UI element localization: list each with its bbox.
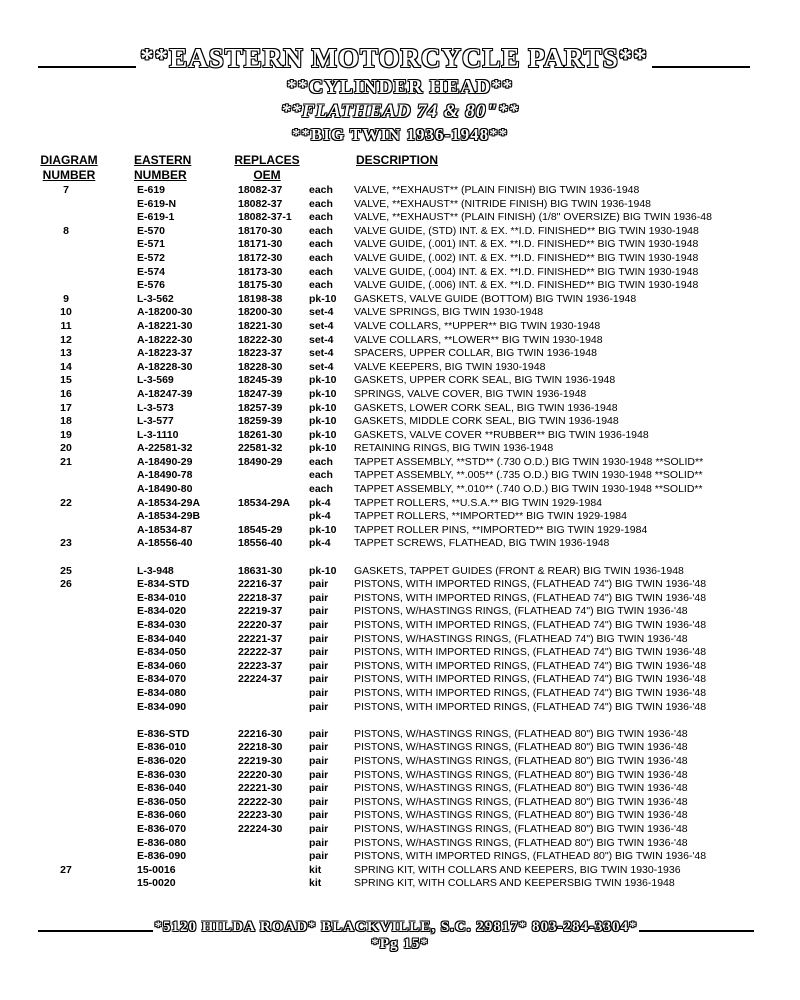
oem-number: 22221-37 (238, 632, 283, 645)
description: TAPPET ASSEMBLY, **.010** (.740 O.D.) BIG TWIN 1930-1948 **SOLID** (354, 483, 703, 496)
oem-number: 18082-37 (238, 184, 283, 196)
table-row (0, 510, 800, 524)
diagram-number: 19 (60, 428, 72, 441)
description: VALVE GUIDE, (.004) INT. & EX. **I.D. FINISHED** BIG TWIN 1930-1948 (354, 265, 699, 278)
table-row (0, 266, 800, 280)
eastern-number: A-18228-30 (137, 360, 193, 373)
oem-number: 18556-40 (238, 537, 283, 550)
table-row (0, 660, 800, 674)
unit: pair (309, 632, 329, 645)
eastern-number: A-18556-40 (137, 537, 193, 550)
eastern-number: A-18534-87 (137, 523, 193, 536)
description: PISTONS, WITH IMPORTED RINGS, (FLATHEAD 74") BIG TWIN 1936-'48 (354, 659, 707, 672)
col-header-diagram-line2: NUMBER (42, 168, 96, 182)
eastern-number: E-836-090 (137, 850, 187, 863)
unit: pair (309, 836, 329, 849)
description: VALVE, **EXHAUST** (NITRIDE FINISH) BIG TWIN 1936-1948 (354, 197, 651, 210)
eastern-number: E-836-010 (137, 741, 187, 754)
eastern-number: A-18222-30 (137, 333, 193, 346)
table-row (0, 442, 800, 456)
oem-number: 18200-30 (238, 306, 283, 319)
description: PISTONS, W/HASTINGS RINGS, (FLATHEAD 80") BIG TWIN 1936-'48 (354, 822, 688, 835)
unit: kit (309, 863, 322, 876)
table-row (0, 850, 800, 864)
eastern-number: A-18534-29B (137, 510, 201, 523)
table-row (0, 334, 800, 348)
oem-number: 22219-30 (238, 754, 283, 767)
unit: each (309, 184, 333, 196)
unit: pair (309, 809, 329, 822)
footer-row (38, 912, 754, 936)
table-row (0, 551, 800, 565)
oem-number: 18221-30 (238, 319, 283, 332)
unit: pair (309, 795, 329, 808)
eastern-number: E-834-060 (137, 659, 187, 672)
oem-number: 22218-37 (238, 591, 283, 604)
unit: each (309, 469, 333, 482)
table-row (0, 198, 800, 212)
unit: each (309, 279, 333, 292)
col-header-eastern-line2: NUMBER (134, 168, 187, 182)
table-row (0, 347, 800, 361)
table-row (0, 361, 800, 375)
table-row (0, 809, 800, 823)
col-header-replaces (232, 153, 302, 183)
eastern-number: E-834-090 (137, 700, 187, 713)
table-row (0, 741, 800, 755)
description: SPACERS, UPPER COLLAR, BIG TWIN 1936-1948 (354, 347, 597, 360)
unit: pk-10 (309, 523, 337, 536)
eastern-number: E-619-N (137, 197, 177, 210)
description: VALVE, **EXHAUST** (PLAIN FINISH) (1/8" OVERSIZE) BIG TWIN 1936-48 (354, 211, 712, 224)
oem-number: 18175-30 (238, 279, 283, 292)
table-row (0, 483, 800, 497)
unit: set-4 (309, 347, 334, 360)
eastern-number: E-836-040 (137, 782, 187, 795)
description: SPRING KIT, WITH COLLARS AND KEEPERS, BIG TWIN 1930-1936 (354, 863, 681, 876)
description: GASKETS, MIDDLE CORK SEAL, BIG TWIN 1936-1948 (354, 415, 619, 428)
unit: pk-4 (309, 510, 331, 523)
diagram-number: 12 (60, 333, 72, 346)
oem-number: 18222-30 (238, 333, 283, 346)
eastern-number: E-836-080 (137, 836, 187, 849)
table-row (0, 374, 800, 388)
description: PISTONS, W/HASTINGS RINGS, (FLATHEAD 80") BIG TWIN 1936-'48 (354, 836, 688, 849)
diagram-number: 23 (60, 537, 72, 550)
subtitle-cylinder-head: **CYLINDER HEAD** (286, 76, 514, 98)
unit: pair (309, 646, 329, 659)
oem-number: 18545-29 (238, 523, 283, 536)
diagram-number: 8 (63, 224, 69, 237)
unit: pk-10 (309, 292, 337, 305)
description: PISTONS, WITH IMPORTED RINGS, (FLATHEAD 74") BIG TWIN 1936-'48 (354, 591, 707, 604)
unit: pair (309, 686, 329, 699)
oem-number: 18245-39 (238, 374, 283, 387)
unit: each (309, 251, 333, 264)
description: GASKETS, VALVE COVER **RUBBER** BIG TWIN 1936-1948 (354, 428, 649, 441)
diagram-number: 27 (60, 863, 72, 876)
description: SPRINGS, VALVE COVER, BIG TWIN 1936-1948 (354, 387, 587, 400)
eastern-number: E-836-060 (137, 809, 187, 822)
oem-number: 18228-30 (238, 360, 283, 373)
description: PISTONS, WITH IMPORTED RINGS, (FLATHEAD 74") BIG TWIN 1936-'48 (354, 578, 707, 591)
table-row (0, 293, 800, 307)
oem-number: 22223-30 (238, 809, 283, 822)
eastern-number: L-3-562 (137, 292, 174, 305)
diagram-number: 10 (60, 306, 72, 319)
eastern-number: A-18247-39 (137, 387, 193, 400)
oem-number: 18198-38 (238, 292, 283, 305)
oem-number: 18259-39 (238, 415, 283, 428)
col-header-eastern (134, 153, 191, 183)
table-row (0, 211, 800, 225)
oem-number: 18631-30 (238, 564, 283, 577)
oem-number: 18082-37 (238, 197, 283, 210)
diagram-number: 18 (60, 415, 72, 428)
oem-number: 22224-37 (238, 673, 283, 686)
table-row (0, 497, 800, 511)
table-row (0, 605, 800, 619)
description: GASKETS, VALVE GUIDE (BOTTOM) BIG TWIN 1936-1948 (354, 292, 637, 305)
eastern-number: L-3-1110 (137, 428, 179, 441)
col-header-description-line1: DESCRIPTION (356, 153, 439, 167)
diagram-number: 7 (63, 184, 69, 196)
unit: pair (309, 605, 329, 618)
diagram-number: 22 (60, 496, 72, 509)
table-row (0, 238, 800, 252)
eastern-number: E-619 (137, 184, 166, 196)
subtitle-big-twin: **BIG TWIN 1936-1948** (291, 125, 509, 144)
unit: pk-10 (309, 442, 337, 455)
unit: pk-10 (309, 401, 337, 414)
eastern-number: L-3-948 (137, 564, 174, 577)
subtitle-flathead: **FLATHEAD 74 & 80"** (281, 101, 519, 122)
unit: pk-10 (309, 387, 337, 400)
description: PISTONS, W/HASTINGS RINGS, (FLATHEAD 80") BIG TWIN 1936-'48 (354, 768, 688, 781)
eastern-number: E-836-030 (137, 768, 187, 781)
diagram-number: 9 (63, 292, 69, 305)
eastern-number: E-834-050 (137, 646, 187, 659)
unit: set-4 (309, 360, 334, 373)
oem-number: 22223-37 (238, 659, 283, 672)
eastern-number: E-834-STD (137, 578, 190, 591)
table-row (0, 864, 800, 878)
col-header-diagram-line1: DIAGRAM (40, 153, 98, 167)
eastern-number: E-836-070 (137, 822, 187, 835)
eastern-number: E-836-020 (137, 754, 187, 767)
unit: pk-4 (309, 537, 331, 550)
table-row (0, 279, 800, 293)
unit: each (309, 224, 333, 237)
diagram-number: 16 (60, 387, 72, 400)
footer-rule-left (38, 930, 153, 932)
unit: pk-4 (309, 496, 331, 509)
oem-number: 18223-37 (238, 347, 283, 360)
unit: pair (309, 850, 329, 863)
unit: set-4 (309, 319, 334, 332)
unit: pk-10 (309, 415, 337, 428)
description: VALVE COLLARS, **LOWER** BIG TWIN 1930-1948 (354, 333, 603, 346)
description: TAPPET SCREWS, FLATHEAD, BIG TWIN 1936-1948 (354, 537, 610, 550)
description: GASKETS, LOWER CORK SEAL, BIG TWIN 1936-1948 (354, 401, 618, 414)
description: PISTONS, W/HASTINGS RINGS, (FLATHEAD 80") BIG TWIN 1936-'48 (354, 795, 688, 808)
eastern-number: E-836-STD (137, 727, 190, 740)
table-row (0, 877, 800, 891)
description: PISTONS, WITH IMPORTED RINGS, (FLATHEAD 74") BIG TWIN 1936-'48 (354, 686, 707, 699)
oem-number: 22220-30 (238, 768, 283, 781)
table-row (0, 755, 800, 769)
description: GASKETS, TAPPET GUIDES (FRONT & REAR) BIG TWIN 1936-1948 (354, 564, 684, 577)
description: VALVE KEEPERS, BIG TWIN 1930-1948 (354, 360, 546, 373)
unit: pair (309, 741, 329, 754)
unit: pair (309, 659, 329, 672)
table-row (0, 225, 800, 239)
oem-number: 22222-37 (238, 646, 283, 659)
oem-number: 22581-32 (238, 442, 283, 455)
description: PISTONS, WITH IMPORTED RINGS, (FLATHEAD 74") BIG TWIN 1936-'48 (354, 646, 707, 659)
oem-number: 18082-37-1 (238, 211, 292, 224)
oem-number: 22216-37 (238, 578, 283, 591)
table-row (0, 402, 800, 416)
unit: pair (309, 619, 329, 631)
eastern-number: E-834-020 (137, 605, 187, 618)
eastern-number: E-574 (137, 265, 166, 278)
table-row (0, 701, 800, 715)
unit: pair (309, 822, 329, 835)
diagram-number: 26 (60, 578, 72, 591)
oem-number: 18172-30 (238, 251, 283, 264)
oem-number: 18247-39 (238, 387, 283, 400)
table-row (0, 728, 800, 742)
oem-number: 22216-30 (238, 727, 283, 740)
table-row (0, 714, 800, 728)
oem-number: 22220-37 (238, 619, 283, 631)
table-row (0, 184, 800, 198)
unit: each (309, 238, 333, 251)
table-row (0, 524, 800, 538)
eastern-number: E-570 (137, 224, 166, 237)
page-title: **EASTERN MOTORCYCLE PARTS** (140, 43, 648, 73)
diagram-number: 14 (60, 360, 72, 373)
eastern-number: A-18490-78 (137, 469, 193, 482)
table-row (0, 252, 800, 266)
table-row (0, 565, 800, 579)
description: PISTONS, WITH IMPORTED RINGS, (FLATHEAD 74") BIG TWIN 1936-'48 (354, 673, 707, 686)
eastern-number: A-18490-80 (137, 483, 193, 496)
eastern-number: E-619-1 (137, 211, 175, 224)
eastern-number: A-18223-37 (137, 347, 193, 360)
eastern-number: L-3-569 (137, 374, 174, 387)
description: RETAINING RINGS, BIG TWIN 1936-1948 (354, 442, 554, 455)
description: TAPPET ROLLER PINS, **IMPORTED** BIG TWIN 1929-1984 (354, 523, 648, 536)
table-row (0, 415, 800, 429)
table-row (0, 456, 800, 470)
eastern-number: 15-0020 (137, 877, 176, 890)
oem-number: 18173-30 (238, 265, 283, 278)
unit: pk-10 (309, 374, 337, 387)
title-row (38, 38, 750, 74)
eastern-number: E-834-040 (137, 632, 187, 645)
page-number: *Pg 15* (371, 936, 429, 952)
description: TAPPET ROLLERS, **U.S.A.** BIG TWIN 1929-1984 (354, 496, 603, 509)
unit: pair (309, 727, 329, 740)
table-row (0, 306, 800, 320)
table-row (0, 429, 800, 443)
table-row (0, 578, 800, 592)
description: TAPPET ROLLERS, **IMPORTED** BIG TWIN 1929-1984 (354, 510, 627, 523)
unit: pair (309, 591, 329, 604)
oem-number: 18170-30 (238, 224, 283, 237)
diagram-number: 25 (60, 564, 72, 577)
col-header-eastern-line1: EASTERN (134, 153, 192, 167)
table-row (0, 687, 800, 701)
title-rule-left (38, 66, 136, 68)
footer-rule-right (639, 930, 754, 932)
eastern-number: L-3-573 (137, 401, 174, 414)
oem-number: 22218-30 (238, 741, 283, 754)
unit: pair (309, 754, 329, 767)
oem-number: 22219-37 (238, 605, 283, 618)
eastern-number: E-836-050 (137, 795, 187, 808)
footer-address: *5120 HILDA ROAD* BLACKVILLE, S.C. 29817* 803-284-3304* (154, 919, 638, 935)
eastern-number: E-834-010 (137, 591, 187, 604)
description: VALVE GUIDE, (.002) INT. & EX. **I.D. FINISHED** BIG TWIN 1930-1948 (354, 251, 699, 264)
eastern-number: A-18490-29 (137, 455, 193, 468)
unit: pk-10 (309, 564, 337, 577)
title-rule-right (652, 66, 750, 68)
oem-number: 22222-30 (238, 795, 283, 808)
description: TAPPET ASSEMBLY, **.005** (.735 O.D.) BIG TWIN 1930-1948 **SOLID** (354, 469, 703, 482)
col-header-description (356, 153, 438, 168)
description: TAPPET ASSEMBLY, **STD** (.730 O.D.) BIG TWIN 1930-1948 **SOLID** (354, 455, 704, 468)
description: PISTONS, W/HASTINGS RINGS, (FLATHEAD 80") BIG TWIN 1936-'48 (354, 809, 688, 822)
col-header-diagram (38, 153, 100, 183)
table-row (0, 633, 800, 647)
eastern-number: A-22581-32 (137, 442, 193, 455)
description: VALVE SPRINGS, BIG TWIN 1930-1948 (354, 306, 544, 319)
col-header-replaces-line2: OEM (253, 168, 281, 182)
table-row (0, 823, 800, 837)
table-row (0, 769, 800, 783)
unit: each (309, 197, 333, 210)
diagram-number: 15 (60, 374, 72, 387)
table-row (0, 782, 800, 796)
description: PISTONS, W/HASTINGS RINGS, (FLATHEAD 80") BIG TWIN 1936-'48 (354, 754, 688, 767)
diagram-number: 20 (60, 442, 72, 455)
description: PISTONS, WITH IMPORTED RINGS, (FLATHEAD 74") BIG TWIN 1936-'48 (354, 700, 707, 713)
table-row (0, 837, 800, 851)
description: PISTONS, W/HASTINGS RINGS, (FLATHEAD 80") BIG TWIN 1936-'48 (354, 727, 688, 740)
description: VALVE, **EXHAUST** (PLAIN FINISH) BIG TWIN 1936-1948 (354, 184, 640, 196)
description: VALVE GUIDE, (STD) INT. & EX. **I.D. FINISHED** BIG TWIN 1930-1948 (354, 224, 699, 237)
description: SPRING KIT, WITH COLLARS AND KEEPERSBIG TWIN 1936-1948 (354, 877, 675, 890)
description: PISTONS, WITH IMPORTED RINGS, (FLATHEAD 80") BIG TWIN 1936-'48 (354, 850, 707, 863)
unit: each (309, 211, 333, 224)
diagram-number: 11 (60, 319, 72, 332)
unit: each (309, 265, 333, 278)
unit: pk-10 (309, 428, 337, 441)
unit: set-4 (309, 306, 334, 319)
table-row (0, 592, 800, 606)
eastern-number: A-18534-29A (137, 496, 201, 509)
oem-number: 18261-30 (238, 428, 283, 441)
description: PISTONS, W/HASTINGS RINGS, (FLATHEAD 74") BIG TWIN 1936-'48 (354, 632, 688, 645)
table-row (0, 388, 800, 402)
eastern-number: A-18200-30 (137, 306, 193, 319)
description: PISTONS, W/HASTINGS RINGS, (FLATHEAD 80") BIG TWIN 1936-'48 (354, 741, 688, 754)
eastern-number: E-571 (137, 238, 166, 251)
unit: pair (309, 700, 329, 713)
description: GASKETS, UPPER CORK SEAL, BIG TWIN 1936-1948 (354, 374, 616, 387)
table-row (0, 646, 800, 660)
diagram-number: 21 (60, 455, 72, 468)
oem-number: 22221-30 (238, 782, 283, 795)
eastern-number: E-834-030 (137, 619, 187, 631)
eastern-number: L-3-577 (137, 415, 174, 428)
description: PISTONS, W/HASTINGS RINGS, (FLATHEAD 74") BIG TWIN 1936-'48 (354, 605, 688, 618)
oem-number: 18257-39 (238, 401, 283, 414)
table-row (0, 796, 800, 810)
unit: pair (309, 782, 329, 795)
description: VALVE GUIDE, (.001) INT. & EX. **I.D. FINISHED** BIG TWIN 1930-1948 (354, 238, 699, 251)
oem-number: 22224-30 (238, 822, 283, 835)
eastern-number: E-834-080 (137, 686, 187, 699)
eastern-number: E-576 (137, 279, 166, 292)
eastern-number: A-18221-30 (137, 319, 193, 332)
table-row (0, 469, 800, 483)
unit: pair (309, 768, 329, 781)
unit: set-4 (309, 333, 334, 346)
table-row (0, 320, 800, 334)
description: VALVE GUIDE, (.006) INT. & EX. **I.D. FINISHED** BIG TWIN 1930-1948 (354, 279, 699, 292)
table-row (0, 619, 800, 633)
unit: kit (309, 877, 322, 890)
col-header-replaces-line1: REPLACES (234, 153, 300, 167)
description: PISTONS, WITH IMPORTED RINGS, (FLATHEAD 74") BIG TWIN 1936-'48 (354, 619, 707, 631)
unit: each (309, 483, 333, 496)
unit: each (309, 455, 333, 468)
eastern-number: E-834-070 (137, 673, 187, 686)
eastern-number: E-572 (137, 251, 166, 264)
table-row (0, 537, 800, 551)
unit: pair (309, 578, 329, 591)
oem-number: 18534-29A (238, 496, 290, 509)
description: PISTONS, W/HASTINGS RINGS, (FLATHEAD 80") BIG TWIN 1936-'48 (354, 782, 688, 795)
diagram-number: 13 (60, 347, 72, 360)
eastern-number: 15-0016 (137, 863, 176, 876)
oem-number: 18490-29 (238, 455, 283, 468)
parts-table (0, 184, 800, 891)
unit: pair (309, 673, 329, 686)
diagram-number: 17 (60, 401, 72, 414)
table-row (0, 673, 800, 687)
description: VALVE COLLARS, **UPPER** BIG TWIN 1930-1948 (354, 319, 601, 332)
oem-number: 18171-30 (238, 238, 283, 251)
